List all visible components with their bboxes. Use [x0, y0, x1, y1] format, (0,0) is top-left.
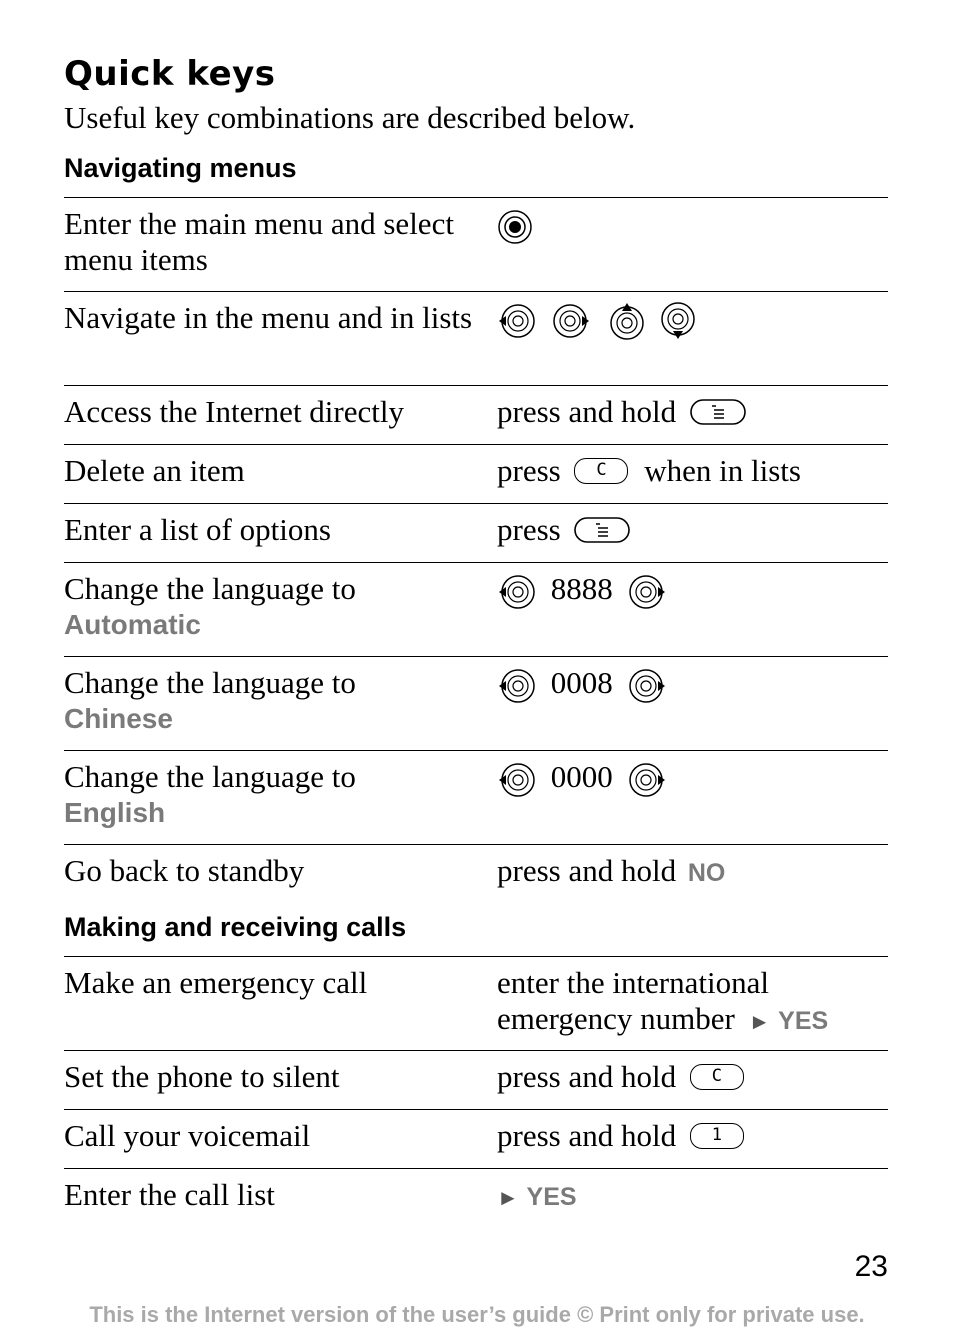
row-keys [497, 571, 892, 610]
language-keyword: Chinese [64, 703, 173, 734]
table-row [64, 956, 888, 1050]
row-keys [497, 665, 892, 704]
row-action-text: press [497, 453, 561, 488]
table-row [64, 444, 888, 503]
row-description-text: Change the language to [64, 571, 356, 606]
row-keys [497, 300, 892, 341]
row-keys [497, 1059, 892, 1095]
section-heading-navigating-menus: Navigating menus [64, 153, 297, 183]
table-row [64, 385, 888, 444]
row-action-text: press [497, 512, 561, 547]
language-code: 8888 [550, 571, 613, 606]
table-row [64, 844, 888, 907]
row-keys [497, 965, 892, 1040]
row-keys [497, 453, 892, 489]
table-row [64, 1109, 888, 1169]
table-row [64, 1050, 888, 1109]
no-key-label: NO [687, 859, 726, 887]
language-keyword: Automatic [64, 609, 201, 640]
table-row [64, 503, 888, 562]
row-description: Make an emergency call [64, 965, 368, 1000]
internet-key-icon [690, 398, 746, 426]
row-action-text: press and hold [497, 394, 677, 429]
page-number: 23 [854, 1250, 888, 1283]
joystick-down-icon [660, 301, 696, 341]
arrow-right-icon: ► [497, 1185, 519, 1210]
page-title: Quick keys [64, 54, 276, 94]
calls-table [64, 956, 888, 1227]
joystick-right-icon [627, 574, 667, 610]
row-action-text: emergency number [497, 1001, 735, 1036]
row-description: Enter the main menu and select menu items [64, 206, 454, 277]
row-description: Navigate in the menu and in lists [64, 300, 473, 335]
row-action-line2 [497, 1001, 892, 1040]
row-keys [497, 394, 892, 430]
row-description: Enter a list of options [64, 512, 331, 547]
table-row [64, 1169, 888, 1227]
one-key-icon: 1 [690, 1123, 744, 1149]
options-key-icon [574, 516, 630, 544]
joystick-right-icon [551, 303, 591, 339]
row-description: Access the Internet directly [64, 394, 404, 429]
row-description: Call your voicemail [64, 1118, 311, 1153]
yes-key-label: YES [526, 1183, 577, 1211]
row-description: Set the phone to silent [64, 1059, 340, 1094]
table-row [64, 291, 888, 385]
language-code: 0008 [550, 665, 613, 700]
row-description-text: Change the language to [64, 665, 356, 700]
joystick-left-icon [497, 668, 537, 704]
row-description: Go back to standby [64, 853, 305, 888]
row-keys [497, 1177, 892, 1216]
row-description [64, 665, 484, 737]
row-description: Enter the call list [64, 1177, 275, 1212]
yes-key-label: YES [778, 1007, 829, 1035]
row-action-suffix: when in lists [644, 453, 801, 488]
footer-notice: This is the Internet version of the user’s guide © Print only for private use. [89, 1302, 865, 1327]
row-keys [497, 759, 892, 798]
c-key-icon: C [690, 1064, 744, 1090]
joystick-right-icon [627, 668, 667, 704]
joystick-left-icon [497, 762, 537, 798]
section-heading-calls: Making and receiving calls [64, 912, 407, 942]
row-action-line1: enter the international [497, 965, 769, 1000]
navigating-menus-table [64, 197, 888, 907]
joystick-center-press-icon [497, 209, 533, 245]
table-row [64, 197, 888, 291]
row-action-text: press and hold [497, 1059, 677, 1094]
row-action-text: press and hold [497, 1118, 677, 1153]
joystick-up-icon [609, 301, 645, 341]
table-row [64, 656, 888, 750]
joystick-left-icon [497, 574, 537, 610]
row-action-text: press and hold [497, 853, 677, 888]
c-key-icon: C [574, 458, 628, 484]
joystick-left-icon [497, 303, 537, 339]
language-code: 0000 [550, 759, 613, 794]
table-row [64, 562, 888, 656]
row-keys [497, 853, 892, 891]
row-description-text: Change the language to [64, 759, 356, 794]
table-row [64, 750, 888, 844]
row-keys [497, 512, 892, 548]
row-description: Delete an item [64, 453, 245, 488]
row-keys [497, 206, 892, 245]
joystick-right-icon [627, 762, 667, 798]
row-keys [497, 1118, 892, 1154]
row-description [64, 759, 484, 831]
row-description [64, 571, 484, 643]
intro-text: Useful key combinations are described below. [64, 100, 636, 135]
arrow-right-icon: ► [748, 1009, 771, 1034]
language-keyword: English [64, 797, 166, 828]
